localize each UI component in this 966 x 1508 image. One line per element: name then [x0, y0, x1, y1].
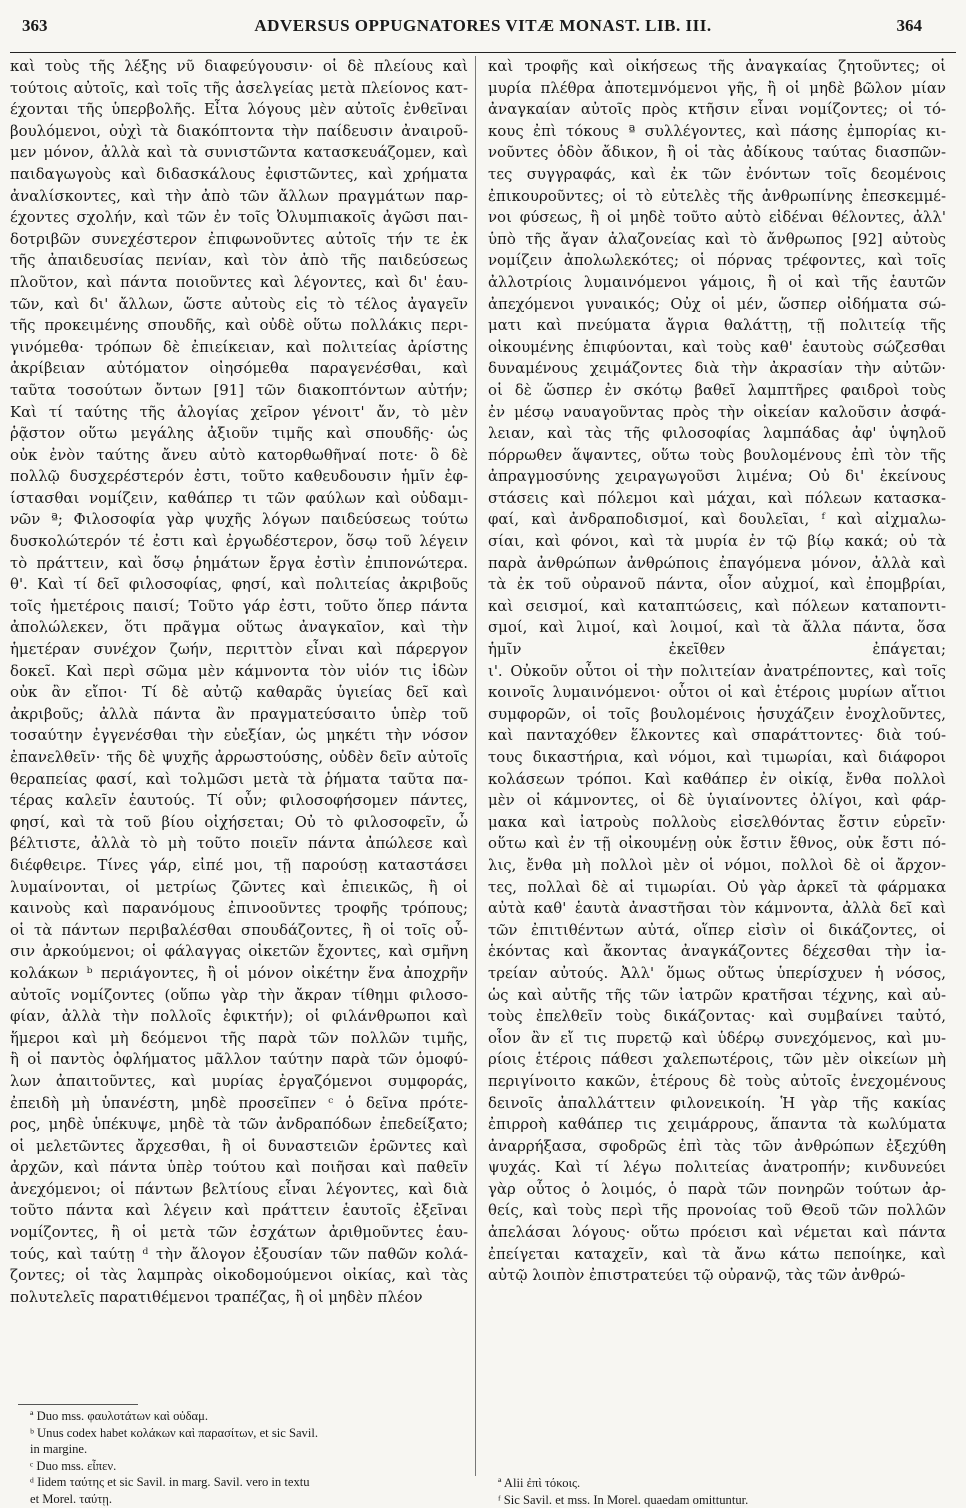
text-line: ῥᾷστον οὕτω μεγάλης ἀξιοῦν τιμῆς καὶ σπουδῆς· ὡς — [10, 423, 468, 445]
footnote: ᶜ Duo mss. εἶπεν. — [30, 1458, 470, 1475]
text-line: ἀπελάσαι λόγους· οὕτω πρόεισι καὶ νέμεται καὶ πάντα — [488, 1222, 946, 1244]
text-line: πόρρωθεν ἅψαντες, οὕτω τοὺς βουλομένους ἐπὶ τὸν τῆς — [488, 445, 946, 467]
text-line: τοῦτο πάντα καὶ λέγειν καὶ πράττειν ἑαυτοῖς ἐξεῖναι — [10, 1200, 468, 1222]
text-line: νοῦντες ὁδὸν ἄδικον, ἢ οἱ τὰς ἀδίκους ταύτας διασπῶν- — [488, 142, 946, 164]
text-line: παρὰ ἀνθρώπων ἀνθρώποις ἐπαγόμενα μόνον, ἀλλὰ καὶ — [488, 553, 946, 575]
text-line: δυναμένους χειμάζοντες διὰ τὴν ἀκρασίαν τὴν αὐτῶν· — [488, 358, 946, 380]
text-line: μὲν οἱ κάμνοντες, οἱ δὲ ὑγιαίνοντες ὀλίγοι, καὶ φάρ- — [488, 790, 946, 812]
text-line: τους δικαστήρια, καὶ νόμοι, καὶ τιμωρίαι, καὶ διάφοροι — [488, 747, 946, 769]
text-line: ρος, μηδὲ ὑπέκυψε, μηδὲ τὰ τῶν ἀνδραπόδων ἐπεδείξατο; — [10, 1114, 468, 1136]
footnote: ª Alii ἐπὶ τόκοις. — [498, 1475, 958, 1492]
right-text-column — [488, 56, 946, 1287]
text-line: στάσεις καὶ πόλεμοι καὶ μάχαι, καὶ πόλεων κατασκα- — [488, 488, 946, 510]
text-line: ι'. Οὐκοῦν οὗτοι οἱ τὴν πολιτείαν ἀνατρέποντες, καὶ τοῖς — [488, 661, 946, 683]
text-line: έχονται τῆς ὑπερβολῆς. Εἶτα λόγους μὲν αὐτοῖς ἐνθεῖναι — [10, 99, 468, 121]
text-line: περιγίνοιτο κακῶν, ἑτέρους δὲ τοὺς αὐτοῖς ἐνεχομένους — [488, 1071, 946, 1093]
text-line: φαί, καὶ ἀνδραποδισμοί, καὶ δουλεῖαι, ᶠ καὶ αἰχμαλω- — [488, 509, 946, 531]
text-line: ἀπεχόμενοι γυναικός; Οὐχ οἱ μέν, ὥσπερ οἰδήματα σώ- — [488, 294, 946, 316]
text-line: ματι καὶ πνεύματα ἄγρια θαλάττῃ, τῇ πολιτείᾳ τῆς — [488, 315, 946, 337]
text-line: λων ἀπαιτοῦντες, καὶ μυρίας ἐργαζόμενοι συμφοράς, — [10, 1071, 468, 1093]
text-line: ἀναγκαίαν αὐτοῖς πρὸς κτῆσιν εἶναι νομίζοντες; οἱ τό- — [488, 99, 946, 121]
text-line: λυμαίνονται, οἱ μετρίως ζῶντες καὶ ἐπιεικῶς, ἢ οἱ — [10, 877, 468, 899]
text-line: γινόμεθα· τρόπων δὲ ἐπιείκειαν, καὶ πολιτείας ἀρίστης — [10, 337, 468, 359]
text-line: νομίζοντες, ἢ οἱ μετὰ τῶν ἐσχάτων ἀριθμοῦντες ἑαυ- — [10, 1222, 468, 1244]
text-line: ἀλλοτρίοις λυμαινόμενοι γάμοις, ἢ οἱ καὶ τῆς ἑαυτῶν — [488, 272, 946, 294]
text-line: τῶν ἐπιτιθέντων αὐτά, οἵπερ εἰσὶν οἱ δικάζοντες, οἱ — [488, 920, 946, 942]
text-line: ἀκρίβειαν αὐτόματον οἰησόμεθα παραγενέσθαι, καὶ — [10, 358, 468, 380]
footnote: ª Duo mss. φαυλοτάτων καὶ οὐδαμ. — [30, 1408, 470, 1425]
text-line: ἀρχῶν, καὶ πάντα ὑπὲρ τούτου καὶ ποιῆσαι καὶ παθεῖν — [10, 1157, 468, 1179]
text-line: οἱ δὲ ὥσπερ ἐν σκότῳ βαθεῖ λαμπτῆρες φαιδροὶ τοὺς — [488, 380, 946, 402]
text-line: κους ἐπὶ τόκους ª συλλέγοντες, καὶ πάσης ἐμπορίας κι- — [488, 121, 946, 143]
text-line: ἡμῖν ἐκεῖθεν ἐπάγεται; — [488, 639, 946, 661]
text-line: τοῖς ἡμετέροις παισί; Τοῦτο γάρ ἐστι, τοῦτο ὅπερ πάντα — [10, 596, 468, 618]
text-line: σίαι, καὶ φόνοι, καὶ τὰ μυρία ἐν τῷ βίῳ κακά; οὐ τὰ — [488, 531, 946, 553]
text-line: καὶ πανταχόθεν ἕλκοντες καὶ σπαράττοντες· διὰ τού- — [488, 725, 946, 747]
text-line: οἱ τὰ πάντων περιβαλέσθαι σπουδάζοντες, ἢ οἱ τοῖς οὖ- — [10, 920, 468, 942]
text-line: καινοὺς καὶ παρανόμους ἐπινοοῦντες τροφῆς τρόπους; — [10, 898, 468, 920]
text-line: καὶ τροφῆς καὶ οἰκήσεως τῆς ἀναγκαίας ζητοῦντες; οἱ — [488, 56, 946, 78]
text-line: τέρας καλεῖν ἑαυτούς. Τί οὖν; φιλοσοφήσομεν πάντες, — [10, 790, 468, 812]
text-line: τῆς προκειμένης σπουδῆς, καὶ οὐδὲ οὕτω πολλάκις περι- — [10, 315, 468, 337]
footnote: ᶠ Sic Savil. et mss. In Morel. quaedam omittuntur. — [498, 1492, 958, 1508]
text-line: ἀναλίσκοντες, καὶ τὴν ἀπὸ τῶν ἄλλων πραγμάτων παρ- — [10, 186, 468, 208]
text-line: τες συγγραφάς, καὶ ἐκ τῶν ἐνόντων τοῖς δεομένοις — [488, 164, 946, 186]
text-line: ἀπραγμοσύνης χειραγωγοῦσι λιμένα; Οὐ δι' ἐκείνους — [488, 466, 946, 488]
text-line: τούτοις αὐτοῖς, καὶ τοῖς τῆς ἀσελγείας μετὰ πλείονος κατ- — [10, 78, 468, 100]
text-line: ἢ οἱ παντὸς ὀφλήματος μᾶλλον ταύτην παρὰ τῶν ὁμοφύ- — [10, 1049, 468, 1071]
text-line: τὸ πράττειν, καὶ ὅσῳ ῥημάτων ἔργα ἐστὶν ἐπιπονώτερα. — [10, 553, 468, 575]
text-line: ἐπανελθεῖν· τῆς δὲ ψυχῆς ἀρρωστούσης, οὐδὲν δεῖν αὐτοῖς — [10, 747, 468, 769]
text-line: οἷον ἂν εἴ τις πυρετῷ καὶ ὑδέρῳ συνεχόμενος, καὶ μυ- — [488, 1028, 946, 1050]
text-line: πολλῷ δυσχερέστερόν ἐστι, τοῦτο καθευδουσιν ἡμῖν ἐφ- — [10, 466, 468, 488]
text-line: δοκεῖ. Καὶ περὶ σῶμα μὲν κάμνοντα τὸν υἱόν τις ἰδὼν — [10, 661, 468, 683]
text-line: ἐν μέσῳ ναυαγοῦντας πρὸς τὴν οἰκείαν καλοῦσιν ἀσφά- — [488, 402, 946, 424]
column-divider — [475, 56, 476, 1476]
page-number-left: 363 — [22, 16, 48, 36]
text-line: καὶ τοὺς τῆς λέξης νῦ διαφεύγουσιν· οἱ δὲ πλείους καὶ — [10, 56, 468, 78]
text-line: σμοί, καὶ λιμοί, καὶ λοιμοί, καὶ τὰ ἄλλα πάντα, ὅσα — [488, 617, 946, 639]
text-line: ἀκριβοῦς; ἀλλὰ πάντα ἂν πραγματεύσαιτο ὑπὲρ τοῦ — [10, 704, 468, 726]
text-line: θεραπείας φασί, καὶ τολμῶσι μετὰ τὰ ῥήματα ταῦτα πα- — [10, 769, 468, 791]
footnote: in margine. — [30, 1441, 470, 1458]
text-line: ψυχάς. Καὶ τί λέγω πολιτείας ἀνατροπήν; κινδυνεύει — [488, 1157, 946, 1179]
text-line: συμφορῶν, οἱ τοῖς βουλομένοις ἡσυχάζειν ἐνοχλοῦντες, — [488, 704, 946, 726]
text-line: κολάκων ᵇ περιάγοντες, ἢ οἱ μόνον οἰκέτην ἕνα ἀποχρῆν — [10, 963, 468, 985]
text-line: ρίοις ἑτέροις πάθεσι χαλεπωτέροις, τῶν μὲν οἰκείων μὴ — [488, 1049, 946, 1071]
text-line: οὕτω καὶ ἐν τῇ οἰκουμένῃ οὐκ ἔστιν ἔθνος, οὐκ ἔστι πό- — [488, 833, 946, 855]
footnotes-right — [498, 1475, 958, 1508]
text-line: ἀπολώλεκεν, ὅτι πρᾶγμα οὕτως ἀναγκαῖον, καὶ τὴν — [10, 617, 468, 639]
header-rule — [10, 52, 956, 53]
text-line: τούς, καὶ ταύτῃ ᵈ τὴν ἄλογον ἐξουσίαν τῶν παθῶν κολά- — [10, 1244, 468, 1266]
text-line: έχοντες σχολήν, καὶ τῶν ἐν τοῖς Ὀλυμπιακοῖς ἀγῶσι παι- — [10, 207, 468, 229]
text-line: ὑπὸ τῆς ἄγαν ἀλαζονείας καὶ τὸ ἄνθρωπος [92] αὐτοὺς — [488, 229, 946, 251]
text-line: λειαν, καὶ τὰς τῆς φιλοσοφίας λαμπάδας ἀφ' ὑψηλοῦ — [488, 423, 946, 445]
text-line: τὰ ἐκ τοῦ οὐρανοῦ πάντα, οἷον αὐχμοί, καὶ ἐπομβρίαι, — [488, 574, 946, 596]
text-line: μυρία πλέθρα ἀποτεμνόμενοι γῆς, ἢ οἱ μηδὲ βῶλον μίαν — [488, 78, 946, 100]
text-line: ἡμετέραν συνέχον ζωήν, περιττὸν εἶναι καὶ πάρεργον — [10, 639, 468, 661]
text-line: θείς, καὶ τοὺς περὶ τῆς προνοίας τοῦ Θεοῦ τῶν πολλῶν — [488, 1200, 946, 1222]
text-line: αὐτὰ καθ' ἑαυτὰ ἀναστῆσαι τὸν κάμνοντα, ἀλλὰ δεῖ καὶ — [488, 898, 946, 920]
text-line: καὶ σεισμοί, καὶ καταπτώσεις, καὶ πόλεων καταποντι- — [488, 596, 946, 618]
text-line: λις, ἔνθα μὴ πολλοὶ μὲν οἱ νόμοι, πολλοὶ δὲ οἱ ἄρχον- — [488, 855, 946, 877]
text-line: αὐτοῖς νομίζοντες (οὕπω γὰρ τὴν ἄκραν τίθημι φιλοσο- — [10, 985, 468, 1007]
running-title: ADVERSUS OPPUGNATORES VITÆ MONAST. LIB. III. — [10, 16, 956, 36]
text-line: φησί, καὶ τὰ τοῦ βίου οἰχήσεται; Οὐ τὸ φιλοσοφεῖν, ὦ — [10, 812, 468, 834]
text-line: γὰρ οὗτος ὁ λοιμός, ὁ παρὰ τῶν πονηρῶν τούτων ἀρ- — [488, 1179, 946, 1201]
text-line: τοσαύτην ἐγγενέσθαι τὴν εὐεξίαν, ὡς μηκέτι τὴν νόσον — [10, 725, 468, 747]
text-line: οἱ μελετῶντες ἄρχεσθαι, ἢ οἱ δυναστειῶν ἐρῶντες καὶ — [10, 1136, 468, 1158]
left-text-column — [10, 56, 468, 1308]
footnote: ᵇ Unus codex habet κολάκων καὶ παρασίτων, et sic Savil. — [30, 1425, 470, 1442]
text-line: τοὺς ἐπελθεῖν τοὺς δικάζοντας· καὶ συμβαίνει ταὐτό, — [488, 1006, 946, 1028]
text-line: βουλόμενοι, οὐχὶ τὰ διακόπτοντα τὴν παίδευσιν ἀναιροῦ- — [10, 121, 468, 143]
footnote: ᵈ Iidem ταύτης et sic Savil. in marg. Savil. vero in textu — [30, 1474, 470, 1491]
text-line: δοτριβῶν συνεχέστερον ἐπιφωνοῦντες αὐτοῖς τήν τε ἐκ — [10, 229, 468, 251]
text-line: οὐκ ἐνὸν ταύτης ἄνευ αὐτὸ κατορθωθῆναί ποτε· ὃ δὲ — [10, 445, 468, 467]
text-line: νῶν ª; Φιλοσοφία γὰρ ψυχῆς λόγων παιδεύσεως τούτω — [10, 509, 468, 531]
text-line: ἐπιρροὴ καθάπερ τις χειμάρρους, ἅπαντα τὰ κωλύματα — [488, 1114, 946, 1136]
text-line: μεν μόνον, ἀλλὰ καὶ τὰ συνιστῶντα κατασκευάζομεν, καὶ — [10, 142, 468, 164]
text-line: νοι φύσεως, ἢ οἱ μηδὲ τοῦτο αὐτὸ εἰδέναι θέλοντες, ἀλλ' — [488, 207, 946, 229]
text-line: ὡς καὶ αὐτῆς τῆς τῶν ἰατρῶν κρατῆσαι τέχνης, καὶ αὐ- — [488, 985, 946, 1007]
footnote: et Morel. ταύτῃ. — [30, 1491, 470, 1508]
text-line: ίστασθαι νομίζειν, καθάπερ τι τῶν φαύλων καὶ οὐδαμι- — [10, 488, 468, 510]
text-line: ζοντες; οἱ τὰς λαμπρὰς οἰκοδομούμενοι οἰκίας, καὶ τὰς — [10, 1265, 468, 1287]
text-line: τῶν, καὶ δι' ἄλλων, ὥστε αὐτοὺς εἰς τὸ τέλος ἀγαγεῖν — [10, 294, 468, 316]
text-line: ἀνεχόμενοι; οἱ πάντων βελτίους εἶναι λέγοντες, καὶ διὰ — [10, 1179, 468, 1201]
text-line: ἐπείγεται καταχεῖν, καὶ τὰ ἄνω κάτω πεποίηκε, καὶ — [488, 1244, 946, 1266]
text-line: κοινοῖς λυμαινόμενοι· οὗτοι οἱ καὶ ἑτέροις μυρίων αἴτιοι — [488, 682, 946, 704]
text-line: ταῦτα τοσούτων ὄντων [91] τῶν διακοπτόντων αὐτήν; — [10, 380, 468, 402]
text-line: κολάσεων τρόποι. Καὶ καθάπερ ἐν οἰκίᾳ, ἔνθα πολλοὶ — [488, 769, 946, 791]
text-line: πολυτελεῖς παρατιθέμενοι τραπέζας, ἢ οἱ μηδὲν πλέον — [10, 1287, 468, 1309]
text-line: ἥμεροι καὶ μὴ δεόμενοι τῆς παρὰ τῶν πολλῶν τιμῆς, — [10, 1028, 468, 1050]
text-line: δυσκολώτερόν τέ ἐστι καὶ ἐργωδέστερον, ὅσῳ τοῦ λέγειν — [10, 531, 468, 553]
text-line: τρείαν αὐτούς. Ἀλλ' ὅμως οὕτως ὑπερίσχυεν ἡ νόσος, — [488, 963, 946, 985]
text-line: φίαν, ἀλλὰ τὴν πολλοῖς ἐφικτήν); οἱ φιλάνθρωποι καὶ — [10, 1006, 468, 1028]
text-line: τες, πολλαὶ δὲ αἱ τιμωρίαι. Οὐ γὰρ ἀρκεῖ τὰ φάρμακα — [488, 877, 946, 899]
text-line: παιδαγωγοὺς καὶ διδασκάλους ἐφιστῶντες, καὶ χρήματα — [10, 164, 468, 186]
text-line: οὐκ ἂν εἴποι· Τί δὲ αὐτῷ καθαρᾶς ὑγιείας δεῖ καὶ — [10, 682, 468, 704]
text-line: δεινοῖς ἀπαλλάττειν φιλονεικοίη. Ἡ γὰρ τῆς κακίας — [488, 1093, 946, 1115]
text-line: σιν ἀρκούμενοι; οἱ φάλαγγας οἰκετῶν ἔχοντες, καὶ σμῆνη — [10, 941, 468, 963]
text-line: τῆς ἀπαιδευσίας πενίαν, καὶ τὸν ἀπὸ τῆς παιδεύσεως — [10, 250, 468, 272]
text-line: αὐτῷ λοιπὸν ἐπιστρατεύει τῷ οὐρανῷ, τὰς τῶν ἀνθρώ- — [488, 1265, 946, 1287]
running-header — [10, 8, 956, 42]
text-line: μακα καὶ ἰατροὺς πολλοὺς εἰσελθόντας ἔστιν εὑρεῖν· — [488, 812, 946, 834]
text-line: Καὶ τί ταύτης τῆς ἀλογίας χεῖρον γένοιτ' ἄν, τὸ μὲν — [10, 402, 468, 424]
text-line: διέφθειρε. Τίνες γάρ, εἰπέ μοι, τῇ παρούσῃ καταστάσει — [10, 855, 468, 877]
text-line: οἰκουμένης ἐπιφύονται, καὶ τοὺς καθ' ἑαυτοὺς σώζεσθαι — [488, 337, 946, 359]
text-line: ἐπειδὴ μὴ ὑπανέστη, μηδὲ προσεῖπεν ᶜ ὁ δεῖνα πρότε- — [10, 1093, 468, 1115]
text-line: ἑκόντας καὶ ἄκοντας ἀναγκάζοντες δέχεσθαι τὴν ἰα- — [488, 941, 946, 963]
text-line: βέλτιστε, ἀλλὰ τὸ μὴ τοῦτο ποιεῖν πάντα ἀπώλεσε καὶ — [10, 833, 468, 855]
footnote-rule — [18, 1404, 138, 1405]
page-number-right: 364 — [897, 16, 923, 36]
text-line: νομίζειν ἀπολωλεκότες; οἱ πόρνας τρέφοντες, καὶ τοῖς — [488, 250, 946, 272]
text-line: ἐπικουροῦντες; οἱ τὸ εὐτελὲς τῆς ἀνθρωπίνης ἐπεσκεμμέ- — [488, 186, 946, 208]
footnotes-left — [30, 1408, 470, 1507]
text-line: ἀναρρήξασα, σφοδρῶς ἐπὶ τὰς τῶν ἀνθρώπων ἐξεχύθη — [488, 1136, 946, 1158]
text-line: πλοῦτον, καὶ πάντα ποιοῦντες καὶ λέγοντες, καὶ δι' ἑαυ- — [10, 272, 468, 294]
text-line: θ'. Καὶ τί δεῖ φιλοσοφίας, φησί, καὶ πολιτείας ἀκριβοῦς — [10, 574, 468, 596]
